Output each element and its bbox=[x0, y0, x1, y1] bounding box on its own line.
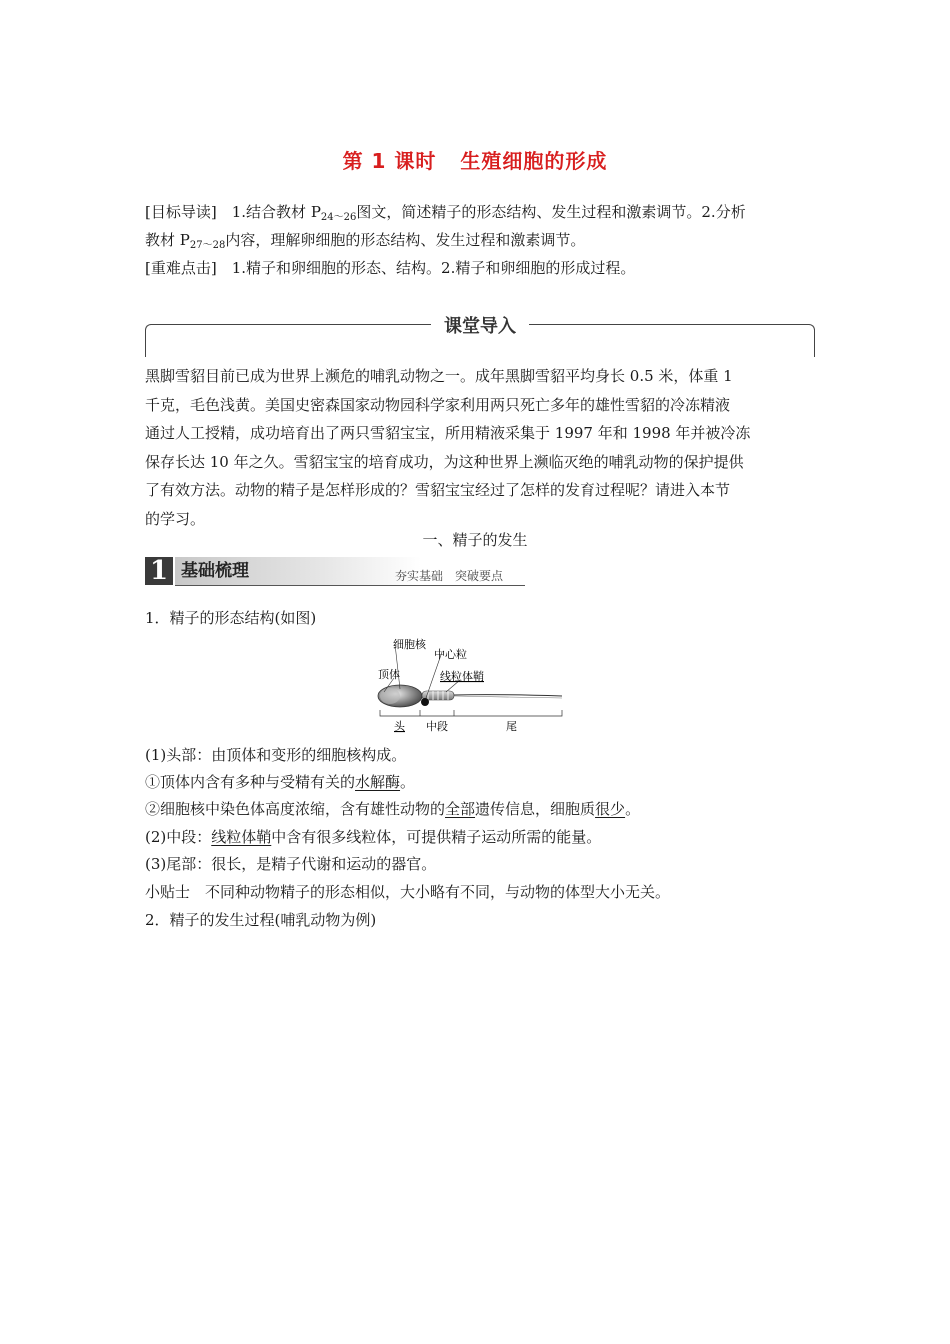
centriole-dot bbox=[421, 698, 429, 706]
lesson-title: 生殖细胞的形成 bbox=[460, 149, 608, 173]
tail-line bbox=[454, 695, 562, 696]
item-1-heading: 1．精子的形态结构(如图) bbox=[145, 609, 317, 627]
item-tail: (3)尾部：很长，是精子代谢和运动的器官。 bbox=[145, 855, 437, 873]
text: 。 bbox=[625, 800, 641, 818]
text: 。 bbox=[400, 773, 416, 791]
answer-blank: 全部 bbox=[445, 800, 476, 818]
text: ②细胞核中染色体高度浓缩，含有雄性动物的 bbox=[145, 800, 446, 818]
tail-line-shadow bbox=[454, 696, 562, 698]
label-nucleus: 细胞核 bbox=[393, 638, 426, 651]
section-bar bbox=[145, 557, 525, 587]
intro-paragraph bbox=[145, 362, 815, 533]
acrosome-shape bbox=[380, 688, 400, 704]
item-midpiece bbox=[145, 826, 601, 848]
intro-banner-title: 课堂导入 bbox=[444, 316, 516, 337]
paragraph-line: 保存长达 10 年之久。雪貂宝宝的培育成功，为这种世界上濒临灭绝的哺乳动物的保护提供 bbox=[145, 452, 744, 471]
banner-frame-left bbox=[145, 324, 431, 357]
label-centriole: 中心粒 bbox=[434, 648, 467, 661]
goals-line-2 bbox=[145, 229, 815, 257]
key-points-label: [重难点击] bbox=[145, 259, 217, 277]
goals-label: [目标导读] bbox=[145, 203, 217, 221]
page-title bbox=[0, 145, 950, 174]
goals-text: 1.结合教材 P bbox=[231, 203, 321, 221]
paragraph-line: 通过人工授精，成功培育出了两只雪貂宝宝，所用精液采集于 1997 年和 1998 年并被冷冻 bbox=[145, 424, 751, 442]
intro-banner bbox=[145, 312, 815, 356]
key-points-text: 1.精子和卵细胞的形态、结构。2.精子和卵细胞的形成过程。 bbox=[231, 259, 636, 277]
lesson-number: 第 1 课时 bbox=[342, 149, 437, 173]
item-nucleus bbox=[145, 798, 640, 820]
item-acrosome bbox=[145, 771, 415, 793]
item-2-heading: 2．精子的发生过程(哺乳动物为例) bbox=[145, 911, 377, 929]
answer-blank: 很少 bbox=[595, 800, 626, 818]
key-points-line bbox=[145, 257, 815, 279]
answer-blank: 水解酶 bbox=[355, 773, 401, 791]
text: (2)中段： bbox=[145, 828, 212, 846]
section-number: 1 bbox=[145, 557, 173, 585]
label-head: 头 bbox=[394, 720, 405, 733]
paragraph-line: 千克，毛色浅黄。美国史密森国家动物园科学家利用两只死亡多年的雄性雪貂的冷冻精液 bbox=[145, 395, 731, 414]
section-heading: 一、精子的发生 bbox=[422, 531, 528, 549]
item-head: (1)头部：由顶体和变形的细胞核构成。 bbox=[145, 746, 407, 764]
text: 遗传信息，细胞质 bbox=[475, 800, 596, 818]
label-tail: 尾 bbox=[506, 720, 517, 733]
text: ①顶体内含有多种与受精有关的 bbox=[145, 773, 356, 791]
section-underline bbox=[175, 585, 525, 586]
paragraph-line: 黑脚雪貂目前已成为世界上濒危的哺乳动物之一。成年黑脚雪貂平均身长 0.5 米，体重 1 bbox=[145, 367, 733, 385]
goals-line-1 bbox=[145, 201, 815, 229]
label-mitochondrial-sheath: 线粒体鞘 bbox=[440, 670, 484, 683]
label-acrosome: 顶体 bbox=[378, 668, 400, 681]
goals-text: 图文，简述精子的形态结构、发生过程和激素调节。2.分析 bbox=[356, 203, 746, 221]
paragraph-line: 了有效方法。动物的精子是怎样形成的？雪貂宝宝经过了怎样的发育过程呢？请进入本节 bbox=[145, 481, 731, 499]
goals-text: 教材 P bbox=[145, 231, 190, 249]
goals-text: 内容，理解卵细胞的形态结构、发生过程和激素调节。 bbox=[225, 231, 586, 249]
sperm-structure-diagram bbox=[370, 634, 570, 734]
banner-frame-right bbox=[529, 324, 815, 357]
page-range-subscript: 24～26 bbox=[320, 212, 357, 223]
paragraph-line: 的学习。 bbox=[145, 509, 206, 528]
text: 中含有很多线粒体，可提供精子运动所需的能量。 bbox=[271, 828, 602, 846]
tip-note: 小贴士 不同种动物精子的形态相似，大小略有不同，与动物的体型大小无关。 bbox=[145, 883, 671, 901]
page-range-subscript: 27～28 bbox=[189, 240, 226, 251]
section-subtitle: 夯实基础 突破要点 bbox=[395, 569, 504, 583]
section-title: 基础梳理 bbox=[175, 557, 421, 585]
scale-bracket bbox=[380, 710, 562, 716]
answer-blank: 线粒体鞘 bbox=[211, 828, 272, 846]
label-midpiece: 中段 bbox=[426, 720, 448, 733]
